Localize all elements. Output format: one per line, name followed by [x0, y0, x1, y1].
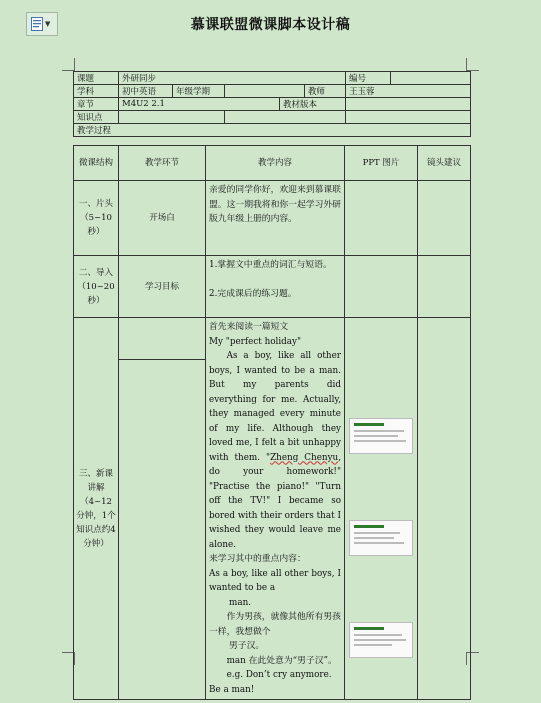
margin-mark-top-right — [466, 58, 479, 71]
row3-step[interactable] — [119, 318, 206, 700]
script-table — [73, 145, 471, 700]
goal-2: 2.完成课后的练习题。 — [209, 288, 297, 299]
reading-intro: 首先来阅读一篇短文 — [209, 322, 289, 332]
page-title: 慕课联盟微课脚本设计稿 — [190, 17, 351, 33]
row1-structure: 一、片头（5~10秒） — [74, 181, 119, 256]
chapter-label: 章节 — [74, 98, 119, 111]
header-step: 教学环节 — [119, 146, 206, 181]
essay-name: Zheng Chenyu — [270, 452, 339, 463]
knowledge-value-3[interactable] — [346, 111, 471, 124]
row3-ppt[interactable] — [345, 318, 418, 700]
margin-mark-top-left — [62, 58, 75, 71]
row2-structure: 二、导入（10~20秒） — [74, 256, 119, 318]
row1-step: 开场白 — [119, 181, 206, 256]
translation-line-1: 作为男孩，就像其他所有男孩一样，我想做个 — [209, 612, 341, 637]
row2-ppt[interactable] — [345, 256, 418, 318]
number-value[interactable] — [391, 72, 471, 85]
edition-label: 教材版本 — [280, 98, 346, 111]
row2-content[interactable] — [206, 256, 345, 318]
essay-part-b: , do your homework!" "Practise the piano!" "Turn off the TV!" I became so bored with their orders that I wished they would leave me alone. — [209, 452, 342, 550]
row1-content[interactable]: 亲爱的同学你好，欢迎来到慕课联盟。这一期我将和你一起学习外研版九年级上册的内容。 — [206, 181, 345, 256]
row3-step-subcell — [119, 318, 205, 360]
ppt-thumbnail-3[interactable] — [349, 622, 413, 658]
row3-content[interactable] — [206, 318, 345, 700]
essay-part-a: As a boy, like all other boys, I wanted to be a man. But my parents did everything for me. Actually, they managed every minute of my life. Although they loved me, I felt a bit unhappy with them. " — [209, 351, 341, 463]
example-sentence: As a boy, like all other boys, I wanted to be a — [209, 568, 341, 593]
essay-body — [209, 349, 341, 552]
process-label: 教学过程 — [74, 124, 471, 137]
teacher-label: 教师 — [305, 85, 346, 98]
chapter-value[interactable]: M4U2 2.1 — [119, 98, 280, 111]
row1-camera[interactable] — [418, 181, 471, 256]
row1-ppt[interactable] — [345, 181, 418, 256]
topic-label: 课题 — [74, 72, 119, 85]
grade-label: 年级学期 — [173, 85, 225, 98]
example-end: man. — [229, 597, 252, 608]
ppt-thumbnail-1[interactable] — [349, 418, 413, 454]
topic-value[interactable]: 外研同步 — [119, 72, 346, 85]
row2-step: 学习目标 — [119, 256, 206, 318]
essay-title: My "perfect holiday" — [209, 336, 302, 347]
knowledge-value-2[interactable] — [225, 111, 346, 124]
subject-value[interactable]: 初中英语 — [119, 85, 173, 98]
edition-value[interactable] — [346, 98, 471, 111]
knowledge-label: 知识点 — [74, 111, 119, 124]
knowledge-value-1[interactable] — [119, 111, 225, 124]
header-ppt: PPT 图片 — [345, 146, 418, 181]
header-camera: 镜头建议 — [418, 146, 471, 181]
ppt-thumbnail-2[interactable] — [349, 520, 413, 556]
vocab-note: man 在此处意为“男子汉”。 — [226, 655, 337, 666]
dropdown-arrow-icon: ▼ — [45, 20, 51, 28]
info-table — [73, 71, 471, 137]
header-content: 教学内容 — [206, 146, 345, 181]
subject-label: 学科 — [74, 85, 119, 98]
row3-structure: 三、新课讲解（4~12分钟，1个知识点约4分钟） — [74, 318, 119, 700]
goal-1: 1.掌握文中重点的词汇与短语。 — [209, 260, 332, 270]
row2-camera[interactable] — [418, 256, 471, 318]
translation-line-2: 男子汉。 — [229, 641, 265, 651]
row3-camera[interactable] — [418, 318, 471, 700]
teacher-value[interactable]: 王玉蓉 — [346, 85, 471, 98]
study-intro: 来学习其中的重点内容： — [209, 554, 306, 564]
grade-value[interactable] — [225, 85, 305, 98]
header-structure: 微课结构 — [74, 146, 119, 181]
number-label: 编号 — [346, 72, 391, 85]
vocab-example: e.g. Don’t cry anymore. Be a man! — [209, 670, 332, 695]
